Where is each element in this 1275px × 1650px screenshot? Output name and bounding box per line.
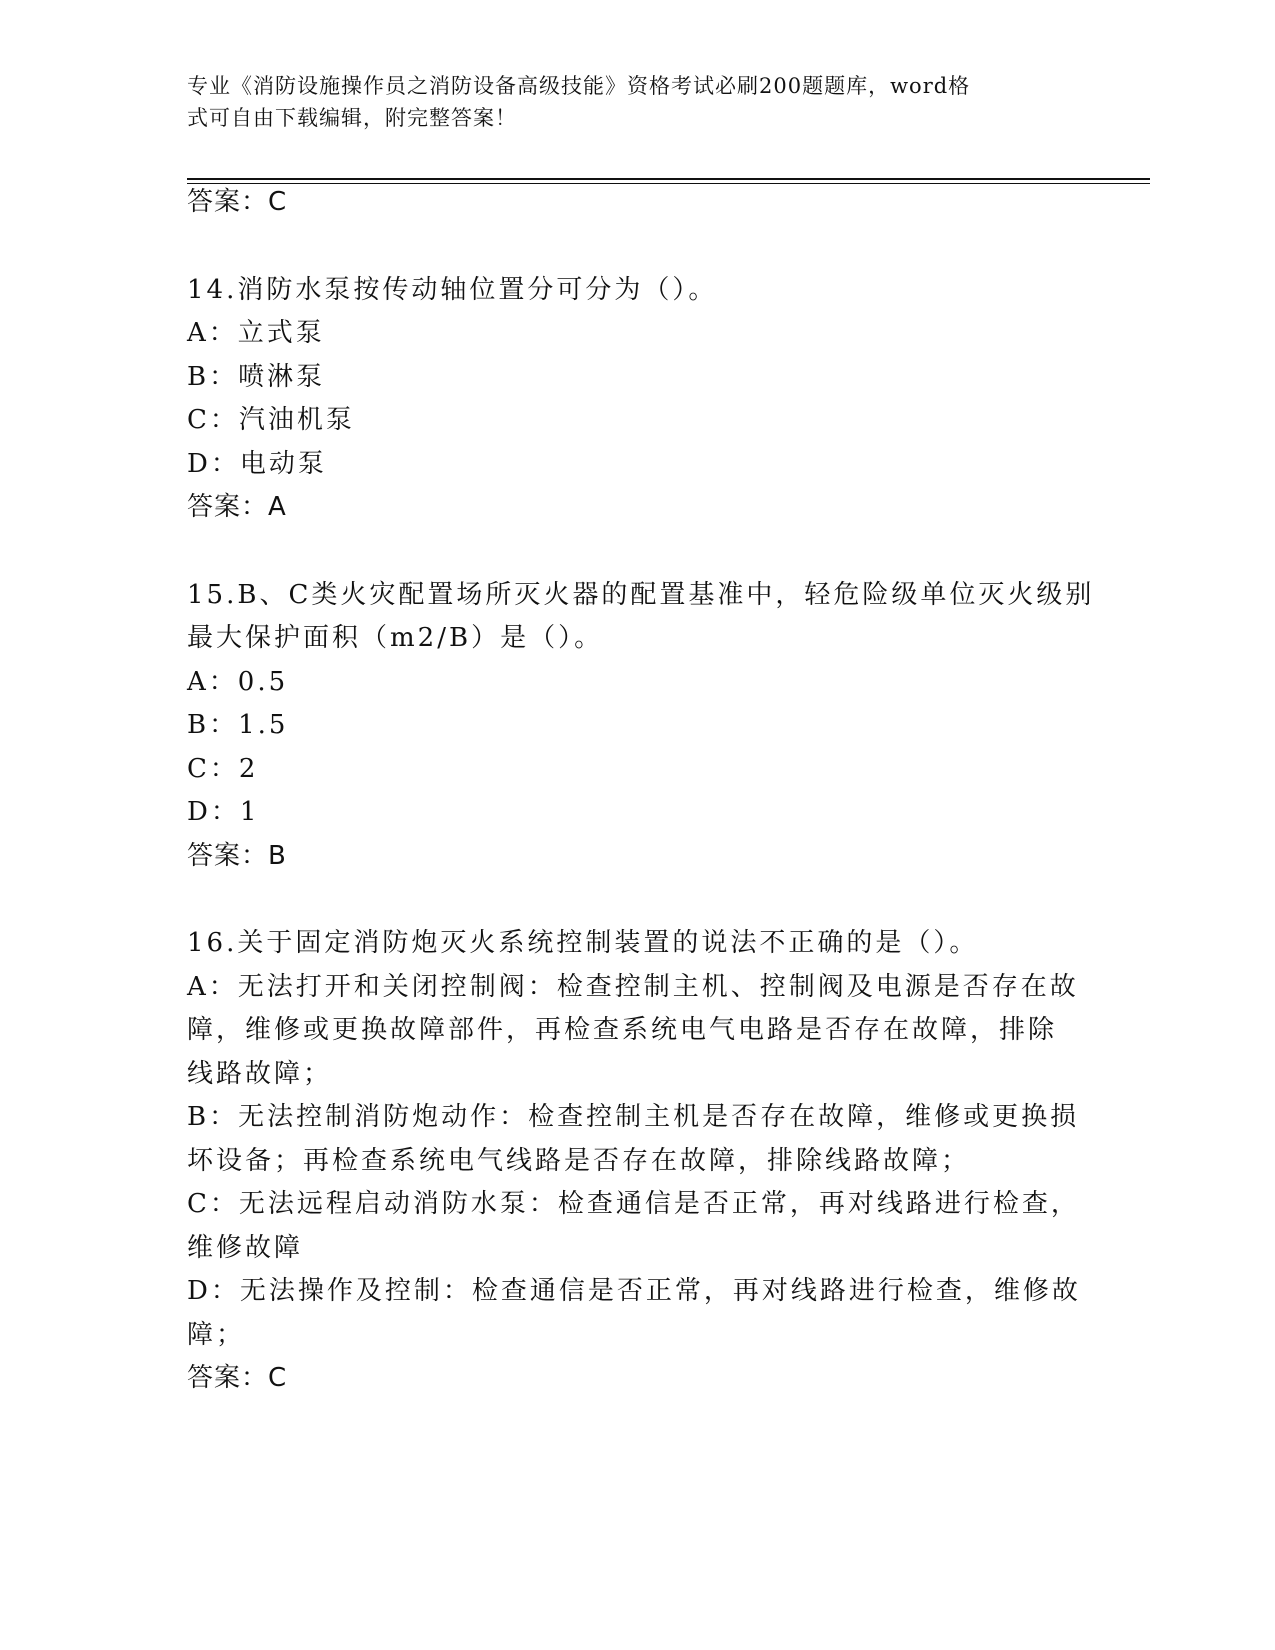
question-16-answer: 答案：C [187, 1363, 288, 1393]
question-16-option-c-line-2: 维修故障 [187, 1233, 304, 1263]
question-16-option-d-line-2: 障； [187, 1320, 246, 1350]
question-15-option-d: D：1 [187, 797, 260, 827]
document-header [187, 70, 1067, 134]
header-divider-thin [187, 183, 1150, 184]
question-15-text-line-2: 最大保护面积（m2/B）是（）。 [187, 623, 604, 653]
question-14-option-d: D：电动泵 [187, 449, 327, 479]
question-16-option-a-line-3: 线路故障； [187, 1059, 333, 1089]
question-15-text-line-1: 15.B、C类火灾配置场所灭火器的配置基准中，轻危险级单位灭火级别 [187, 580, 1095, 610]
question-14-option-c: C：汽油机泵 [187, 405, 355, 435]
question-16-option-a-line-1: A：无法打开和关闭控制阀：检查控制主机、控制阀及电源是否存在故 [187, 972, 1079, 1002]
question-16-text: 16.关于固定消防炮灭火系统控制装置的说法不正确的是（）。 [187, 928, 979, 958]
question-15-option-a: A：0.5 [187, 667, 289, 697]
question-15-option-c: C：2 [187, 754, 259, 784]
question-15-answer: 答案：B [187, 841, 287, 871]
question-16-option-b-line-2: 坏设备；再检查系统电气线路是否存在故障，排除线路故障； [187, 1146, 971, 1176]
question-16-option-c-line-1: C：无法远程启动消防水泵：检查通信是否正常，再对线路进行检查， [187, 1189, 1080, 1219]
header-line-1: 专业《消防设施操作员之消防设备高级技能》资格考试必刷200题题库，word格 [187, 74, 971, 98]
previous-answer: 答案：C [187, 187, 288, 217]
question-16-option-a-line-2: 障，维修或更换故障部件，再检查系统电气电路是否存在故障，排除 [187, 1015, 1058, 1045]
question-14-option-a: A：立式泵 [187, 318, 325, 348]
question-14-text: 14.消防水泵按传动轴位置分可分为（）。 [187, 275, 718, 305]
question-14-answer: 答案：A [187, 492, 287, 522]
header-divider-thick [187, 178, 1150, 180]
question-15-option-b: B：1.5 [187, 710, 289, 740]
question-14-option-b: B：喷淋泵 [187, 362, 326, 392]
question-16-option-d-line-1: D：无法操作及控制：检查通信是否正常，再对线路进行检查，维修故 [187, 1276, 1081, 1306]
header-line-2: 式可自由下载编辑，附完整答案！ [187, 106, 517, 130]
question-16-option-b-line-1: B：无法控制消防炮动作：检查控制主机是否存在故障，维修或更换损 [187, 1102, 1080, 1132]
